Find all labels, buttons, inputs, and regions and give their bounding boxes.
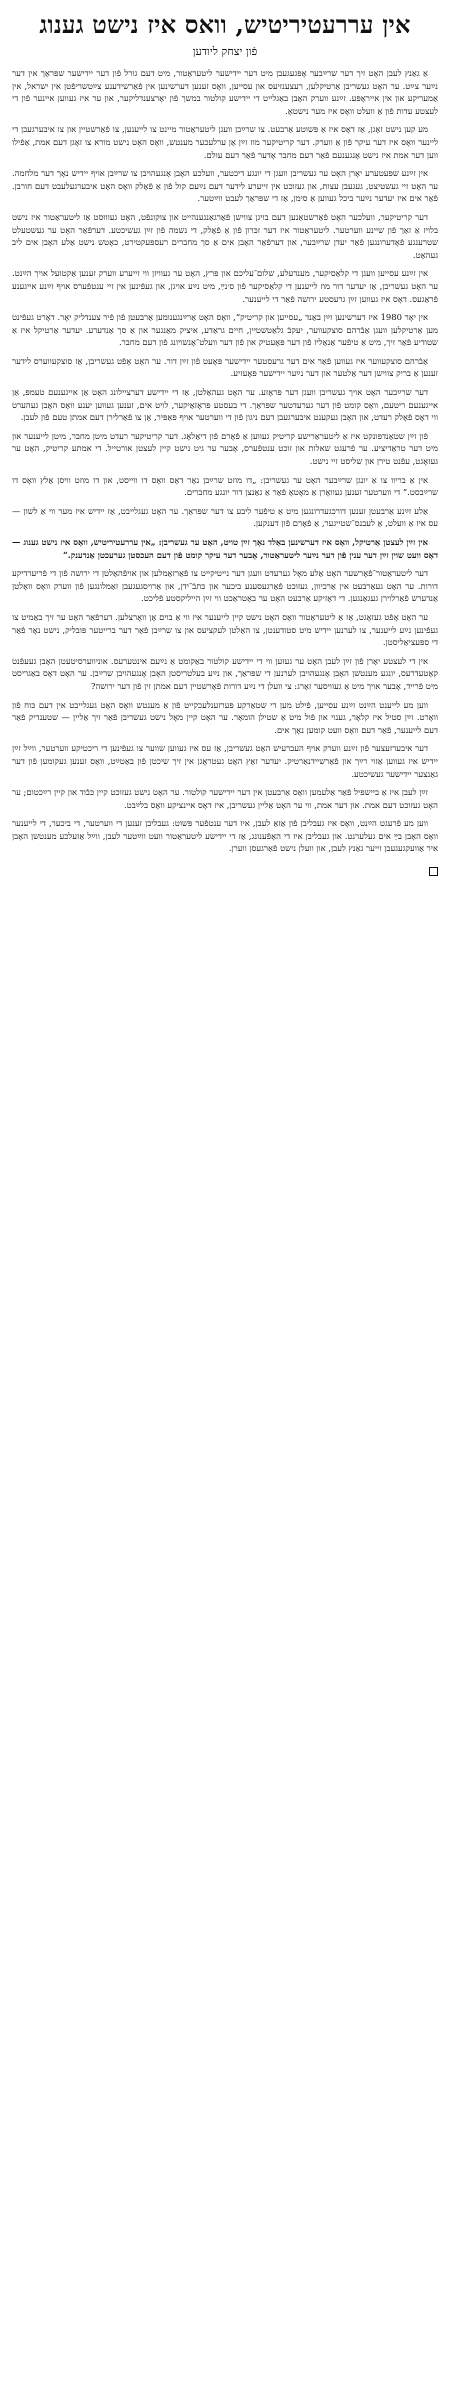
paragraph: אין יאָר 1980 איז דערשינען זײַן באַנד „עסייען און קריטיק“, וואָס האָט אַרײַנגענומען אַרבעטן פֿון פֿיר צענדליק יאָר. דאָרט געפֿינט מען אַרטיקלען וועגן אַבֿרהם סוצקעווער, יעקבֿ גלאַטשטיין, חיים גראַדע, איציק מאַנגער און אַ סך אַנדערע. יעדער אַרטיקל איז אַ שטודיע פֿאַר זיך, מיט אַ טיפֿער אַנאַליז פֿון דער פּאָעטיק און פֿון דער וועלט־אָנשויונג פֿון דעם מחבר. — [12, 312, 438, 348]
paragraph: ווען מע פֿרעגט הײַנט, וואָס איז געבליבן פֿון אַזאַ לעבן, איז דער ענטפֿער פּשוט: געבליבן זענען די ווערטער, די ביכער, די לייענער וואָס האָבן בײַ אים געלערנט. און געבליבן איז די האָפֿענונג, אַז די יידישע ליטעראַטור וועט ווײַטער לעבן, ווײַל אַזעלכע מענטשן האָבן איר אַוועקגעגעבן זייער גאַנץ לעבן, און וועלן נישט פֿאַרגעסן ווערן. — [12, 818, 438, 854]
paragraph: אין זײַנע שפּעטערע יאָרן האָט ער געשריבן וועגן די יונגע דיכטער, וועלכע האָבן אָנגעהויבן צו שרײַבן אויף יידיש נאָך דער מלחמה. ער האָט זיי געשטיצט, געגעבן עצות, און געזוכט אין זייערע לידער דעם נײַעם קול פֿון אַ פֿאָלק וואָס האָט איבערגעלעבט דעם חורבן. פֿאַר אים איז יעדער נײַער ביכל געווען אַ סימן, אַז די שפּראַך לעבט ווײַטער. — [12, 168, 438, 204]
paragraph: אַלע זײַנע אַרבעטן זענען דורכגעדרונגען מיט אַ טיפֿער ליבע צו דער שפּראַך. ער האָט געגלייבט, אַז יידיש איז מער ווי אַ לשון — עס איז אַ וועלט, אַ לעבנס־שטייגער, אַ פֿאָרם פֿון דענקען. — [12, 505, 438, 529]
paragraph: מע קען נישט זאָגן, אַז דאָס איז אַ פּשוטע אַרבעט. צו שרײַבן וועגן ליטעראַטור מיינט צו לייענען, צו פֿאַרשטיין און צו איבערגעבן די ליינער וואָס איז דער עיקר פֿון אַ ווערק. דער קריטיקער מוז זײַן אַן ערלעכער מענטש, וואָס האָט נישט מורא צו זאָגן דעם אמת, אַפֿילו ווען דער אמת איז נישט אָנגענעם פֿאַר דעם מחבר אָדער פֿאַר דעם עולם. — [12, 124, 438, 160]
paragraph: זײַן לעבן איז אַ ביישפּיל פֿאַר אַלעמען וואָס אַרבעטן אין דער יידישער קולטור. ער האָט נישט געזוכט קיין כּבֿוד און קיין רײַכטום; ער האָט געזוכט דעם אמת. און דער אמת, ווי ער האָט אַליין געשריבן, איז דאָס איינציקע וואָס בלײַבט. — [12, 787, 438, 810]
paragraph: דער ליטעראַטור־פֿאָרשער האָט אַלע מאָל גערעדט וועגן דער נייטיקייט צו פֿאַרזאַמלען און אויפֿהאַלטן די ירושה פֿון די פֿריערדיקע דורות. ער האָט געאַרבעט אין אַרכיוון, געזוכט פֿאַרגעסענע ביכער און כּתבֿ־ידן, און אַרויסגעגעבן זאַמלונגען פֿון ווערק וואָס וואָלטן אַנדערש פֿאַרלוירן געגאַנגען. די דאָזיקע אַרבעט האָט ער באַטראַכט ווי זײַן הייליקסטע פֿליכט. — [12, 568, 438, 604]
article-byline: פֿון יצחק ליודען — [192, 45, 258, 58]
end-mark-icon — [429, 867, 438, 876]
paragraph: ער האָט אָפֿט געזאָגט, אַז אַ ליטעראַטור וואָס האָט נישט קיין לייענער איז ווי אַ בוים אָן וואָרצלען. דערפֿאַר האָט ער זיך באַמיט צו געפֿינען נײַע לייענער, צו לערנען יידיש מיט סטודענטן, צו האַלטן לעקציעס און צו שרײַבן פֿאַר דער ברייטער פּובליק, נישט נאָר פֿאַר די ספּעציאַליסטן. — [12, 611, 438, 648]
paragraph: דער קריטיקער, וועלכער האָט פֿאַרשטאַנען דעם בויגן צווישן פֿאַרגאַנגענהייט און צוקונפֿט, האָט געוווּסט אַז ליטעראַטור איז נישט בלויז אַ זאַך פֿון שיינע ווערטער. ליטעראַטור איז דער זכּרון פֿון אַ פֿאָלק, די נשמה פֿון זײַן געשיכטע. דערפֿאַר האָט ער געשטעלט שטרענגע פֿאָדערונגען פֿאַר יעדן שרײַבער, און דערפֿאַר האָבן אים אַ סך מחברים רעספּעקטירט, כאָטש נישט אַלע האָבן אים ליב געהאַט. — [12, 211, 438, 260]
bold-paragraph: אין זײַן לעצטן אַרטיקל, וואָס איז דערשינען באַלד נאָך זײַן טויט, האָט ער געשריבן: „אין עררעטיריטיש, וואָס איז נישט גענוג — דאָס וועט שוין זײַן דער ענין פֿון דער נײַער ליטעראַטור, אָבער דער עיקר קומט פֿון דעם העכסטן גערעכטן אַנדענק.“ — [12, 537, 438, 560]
paragraph: אין אַ בריוו צו אַ יונגן שרײַבער האָט ער געשריבן: „דו מוזט שרײַבן נאָר דאָס וואָס דו ווייסט, און דו מוזט וויסן אַלץ וואָס דו שרײַבסט.“ די ווערטער זענען געוואָרן אַ מאָטאָ פֿאַר אַ גאַנצן דור יונגע מחברים. — [12, 474, 438, 498]
paragraph: דער איבערזעצער פֿון זײַנע ווערק אויף העברעיש האָט געשריבן, אַז עס איז געווען שווער צו געפֿינען די ריכטיקע ווערטער, ווײַל זײַן יידיש איז געווען אַזוי רײַך און פֿאַרשיידנאַרטיק. יעדער זאַץ האָט געטראָגן אין זיך שיכטן פֿון באַטײַט, וואָס זענען געקומען פֿון דער גאַנצער יידישער געשיכטע. — [12, 743, 438, 779]
paragraph: ווען מע לייענט הײַנט זײַנע עסייען, פֿילט מען די שטאַרקע פּערזענלעכקייט פֿון אַ מענטש וואָס האָט געגלייבט אין דעם כּוח פֿון וואָרט. זײַן סטיל איז קלאָר, גענוי און פֿול מיט אַ שטילן הומאָר. ער האָט קיין מאָל נישט געשריבן פֿאַר זיך אַליין — שטענדיק פֿאַר דעם לייענער, פֿאַר דעם וואָס וועט קומען נאָך אים. — [12, 699, 438, 735]
paragraph: אין די לעצטע יאָרן פֿון זײַן לעבן האָט ער געזען ווי די יידישע קולטור באַקומט אַ נײַעם אינטערעס. אוניווערסיטעטן האָבן געעפֿנט קאַטעדרעס, יונגע מענטשן האָבן אָנגעהויבן לערנען די שפּראַך, און נײַע בעלטריסטן האָבן אָנגעהויבן שרײַבן. ער האָט דאָס באַגריסט מיט פֿרייד, אָבער אויך מיט אַ געוויסער זאָרג: צי וועלן די נײַע דורות פֿאַרשטיין דעם אמתן זין פֿון דער ירושה? — [12, 655, 438, 691]
paragraph: אַבֿרהם סוצקעווער איז געווען פֿאַר אים דער גרעסטער יידישער פּאָעט פֿון זײַן דור. ער האָט אָפֿט געשריבן, אַז סוצקעווערס לידער זענען אַ בריק צווישן דער אַלטער און דער נײַער יידישער פּאָעזיע. — [12, 355, 438, 379]
paragraph: אַ גאַנץ לעבן האָט זיך דער שרײַבער אָפּגעגעבן מיט דער יידישער ליטעראַטור, מיט דעם גורל פֿון דער יידישער שפּראַך אין דער נײַער צײַט. ער האָט געשריבן אַרטיקלען, רעצענזיעס און עסייען, וואָס זענען דערשינען אין פֿאַרשידענע צײַטשריפֿטן אין ישראל, אין אַמעריקע און אין אייראָפּע. זײַנע ווערק האָבן באַגלייט די יידישע קולטור במשך פֿון יאָרצענדליקער, און ער איז געווען איינער פֿון די לעצטע עדות פֿון אַ וועלט וואָס איז מער נישטאָ. — [12, 68, 438, 116]
paragraph: פֿון זײַן שטאַנדפּונקט איז אַ ליטעראַרישע קריטיק געווען אַ פֿאָרם פֿון דיאַלאָג. דער קריטיקער רעדט מיטן מחבר, מיטן לייענער און מיט דער טראַדיציע. ער פֿרעגט שאלות און זוכט ענטפֿערס, אָבער ער גיט נישט קיין לעצטן אורטייל. די אמתע קריטיק, האָט ער געזאָגט, עפֿנט טירן און שליסט זיי נישט. — [12, 430, 438, 467]
article-title: אין עררעטיריטיש, וואס איז נישט גענוג — [39, 10, 411, 39]
paragraph: דער שרײַבער האָט אויך געשריבן וועגן דער פּראָזע. ער האָט געהאַלטן, אַז די יידישע דערציילונג האָט אַן אייגענעם טעמפּ, אַן אייגענעם ריטעם, וואָס קומט פֿון דער גערעדטער שפּראַך. די בעסטע פּראָזאַיקער, לויט אים, זענען געווען יענע וואָס האָבן געהערט ווי דאָס פֿאָלק רעדט, און האָבן געקענט איבערגעבן דעם ניגון פֿון די ווערטער אויף פּאַפּיר, אָן צו פֿאַרלירן דעם אמתן טעם פֿון לעבן. — [12, 387, 438, 423]
article-body — [12, 67, 438, 855]
paragraph: אין זײַנע עסייען וועגן די קלאַסיקער, מענדעלע, שלום־עליכם און פּרץ, האָט ער געוויזן ווי זייערע ווערק זענען אַקטועל אויך הײַנט. ער האָט געשריבן, אַז יעדער דור מוז לייענען די קלאַסיקער פֿון ס׳נײַ, מיט נײַע אויגן, און געפֿינען אין זיי ענטפֿערס אויף זײַנע אייגענע פֿראַגעס. דאָס איז געווען זײַן גרעסטע ירושה פֿאַר די לייענער. — [12, 268, 438, 304]
